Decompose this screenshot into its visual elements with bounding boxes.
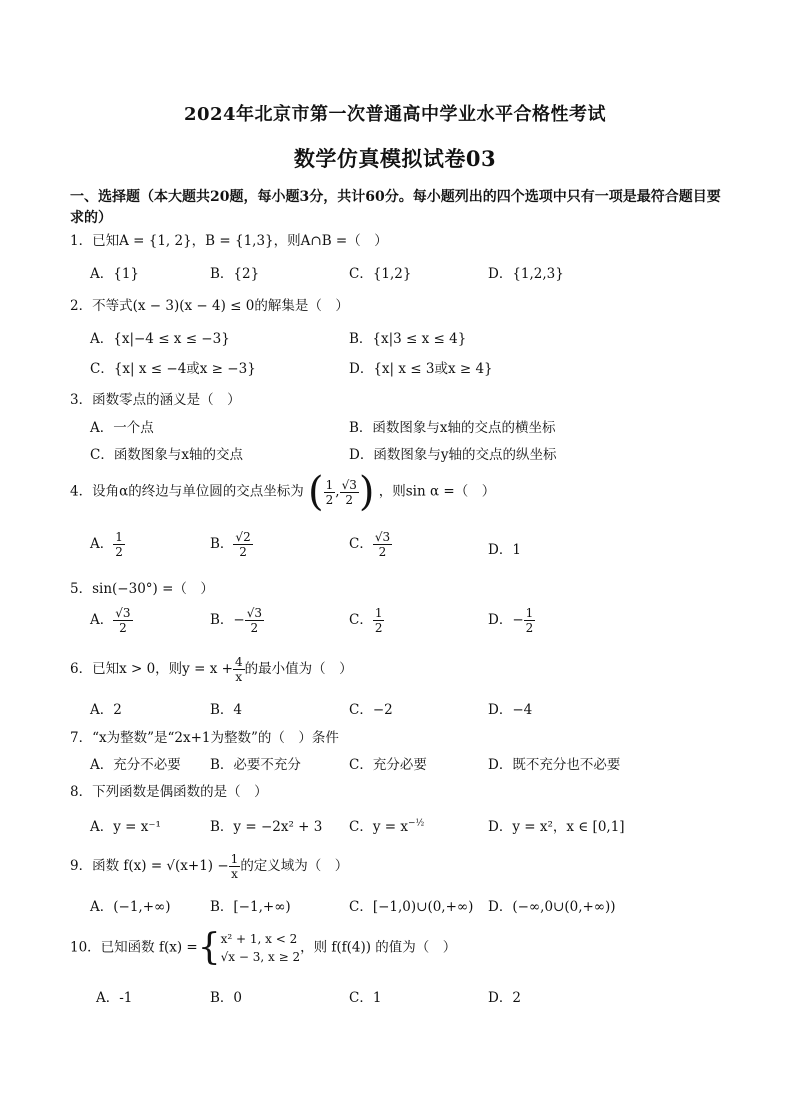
- q10-stem-start: 10．已知函数 f(x) =: [70, 939, 198, 956]
- q9-frac-num: 1: [230, 852, 239, 866]
- q4-b-den: 2: [239, 545, 247, 559]
- q4-paren-open: (: [308, 469, 324, 515]
- q4-b-num: √2: [235, 530, 251, 544]
- question-2-stem: 2．不等式(x − 3)(x − 4) ≤ 0的解集是（ ）: [70, 298, 349, 314]
- q10-piece-1: x² + 1, x < 2: [220, 932, 298, 946]
- q6-frac-num: 4: [234, 655, 243, 669]
- q10-stem-end: ，则 f(f(4)) 的值为（ ）: [300, 939, 457, 956]
- q4-option-a: [90, 530, 125, 559]
- q5-option-b-frac: [245, 606, 264, 635]
- question-8-stem: 8．下列函数是偶函数的是（ ）: [70, 784, 268, 800]
- q9-frac-den: x: [231, 867, 238, 881]
- q1-option-d: D．{1,2,3}: [488, 266, 564, 282]
- q5-option-d: [488, 606, 535, 635]
- q5-option-d-frac: [524, 606, 536, 635]
- q4-point-y: [340, 478, 359, 507]
- q5-a-den: 2: [119, 621, 127, 635]
- q4-option-a-frac: [113, 530, 125, 559]
- q5-option-c-frac: [373, 606, 385, 635]
- question-4-stem: 4．设角α的终边与单位圆的交点坐标为 ( $\frac{1}{2}$ , $\frac{√3}{2}$ ) ，则sin α =（ ）: [70, 469, 496, 515]
- q6-option-b: B．4: [210, 702, 243, 718]
- q1-option-c: C．{1,2}: [349, 266, 412, 282]
- q6-option-c: C．−2: [349, 702, 393, 718]
- q10-piecewise: [221, 930, 300, 966]
- q5-option-d-label: D．−: [488, 612, 524, 628]
- q4-a-num: 1: [115, 530, 123, 544]
- q4-option-d: D．1: [488, 542, 521, 558]
- q9-frac: [229, 852, 241, 881]
- q5-d-num: 1: [525, 606, 534, 620]
- exam-subtitle: 数学仿真模拟试卷03: [293, 146, 497, 171]
- q5-option-a-frac: [113, 606, 132, 635]
- q2-option-d: D．{x| x ≤ 3或x ≥ 4}: [349, 361, 493, 377]
- q9-option-c: C．[−1,0)∪(0,+∞): [349, 899, 474, 915]
- q3-option-d: D．函数图象与y轴的交点的纵坐标: [349, 447, 557, 463]
- q6-option-a: A．2: [90, 702, 122, 718]
- q10-option-d: D．2: [488, 990, 521, 1006]
- q4-option-b-label: B．: [210, 536, 234, 552]
- q5-d-den: 2: [525, 621, 534, 635]
- q9-stem-end: 的定义域为（ ）: [240, 858, 349, 874]
- q8-option-a: A．y = x⁻¹: [90, 819, 161, 835]
- q10-option-b: B．0: [210, 990, 243, 1006]
- question-10-stem: [70, 927, 457, 968]
- q5-a-num: √3: [115, 606, 131, 620]
- section-heading: 一、选择题（本大题共20题，每小题3分，共计60分。每小题列出的四个选项中只有一项是最符合题目要求的）: [70, 189, 721, 226]
- q9-option-b: B．[−1,+∞): [210, 899, 291, 915]
- q4-a-den: 2: [115, 545, 123, 559]
- q7-option-c: C．充分必要: [349, 757, 427, 773]
- q10-piece-2: √x − 3, x ≥ 2: [220, 950, 301, 964]
- q4-c-num: √3: [374, 530, 391, 544]
- q5-option-b: [210, 606, 264, 635]
- q4-c-den: 2: [378, 545, 387, 559]
- q2-option-c: C．{x| x ≤ −4或x ≥ −3}: [90, 361, 256, 377]
- q8-option-c-label: C．y = x: [349, 819, 408, 835]
- q4-point-x-num: 1: [325, 477, 334, 492]
- q8-option-c: [349, 815, 424, 835]
- q6-stem-end: 的最小值为（ ）: [244, 661, 353, 677]
- q5-option-a-label: A．: [90, 612, 114, 628]
- q10-brace: {: [197, 927, 221, 968]
- q4-point-y-den: 2: [345, 492, 354, 507]
- q5-option-b-label: B．−: [210, 612, 245, 628]
- q4-option-c: [349, 530, 392, 559]
- q4-paren-close: ): [358, 469, 375, 515]
- q7-option-d: D．既不充分也不必要: [488, 757, 621, 773]
- q4-point-x-den: 2: [325, 492, 334, 507]
- q4-stem-end: ，则sin α =（ ）: [378, 483, 496, 500]
- q5-c-num: 1: [374, 606, 383, 620]
- q7-option-a: A．充分不必要: [90, 757, 181, 773]
- q4-option-a-label: A．: [90, 536, 114, 552]
- q6-frac-den: x: [235, 670, 243, 684]
- q6-frac: [233, 655, 245, 684]
- q10-option-a: A．-1: [96, 990, 133, 1006]
- q1-option-b: B．{2}: [210, 266, 260, 282]
- q2-option-b: B．{x|3 ≤ x ≤ 4}: [349, 331, 467, 347]
- question-3-stem: 3．函数零点的涵义是（ ）: [70, 392, 241, 408]
- q5-c-den: 2: [374, 621, 383, 635]
- q2-option-a: A．{x|−4 ≤ x ≤ −3}: [90, 331, 230, 347]
- q4-stem-start: 4．设角α的终边与单位圆的交点坐标为: [70, 483, 304, 500]
- q1-option-a: A．{1}: [90, 266, 140, 282]
- q9-option-a: A．(−1,+∞): [90, 899, 171, 915]
- q5-option-c: [349, 606, 384, 635]
- q4-point-x: [324, 478, 336, 507]
- q4-option-c-label: C．: [349, 536, 373, 552]
- question-6-stem: [70, 655, 353, 684]
- q5-option-c-label: C．: [349, 612, 373, 628]
- q5-b-num: √3: [246, 606, 263, 620]
- q4-option-c-frac: [373, 530, 392, 559]
- q8-option-d: D．y = x²，x ∈ [0,1]: [488, 819, 625, 835]
- q4-point-y-num: √3: [341, 477, 357, 492]
- question-7-stem: 7．“x为整数”是“2x+1为整数”的（ ）条件: [70, 730, 339, 746]
- q4-option-b: [210, 530, 253, 559]
- q4-option-b-frac: [233, 530, 252, 559]
- question-5-stem: 5．sin(−30°) =（ ）: [70, 581, 214, 597]
- q3-option-b: B．函数图象与x轴的交点的横坐标: [349, 420, 556, 436]
- q10-option-c: C．1: [349, 990, 382, 1006]
- q5-b-den: 2: [250, 621, 259, 635]
- q8-option-c-exponent: −½: [407, 818, 425, 829]
- q6-option-d: D．−4: [488, 702, 533, 718]
- question-1-stem: 1．已知A = {1, 2}，B = {1,3}，则A∩B =（ ）: [70, 233, 388, 249]
- q6-stem-start: 6．已知x > 0，则y = x +: [70, 661, 233, 677]
- question-9-stem: [70, 852, 348, 881]
- q3-option-a: A．一个点: [90, 420, 154, 436]
- q9-stem-start: 9．函数 f(x) = √(x+1) −: [70, 858, 229, 874]
- q9-option-d: D．(−∞,0∪(0,+∞)): [488, 899, 616, 915]
- q3-option-c: C．函数图象与x轴的交点: [90, 447, 243, 463]
- q8-option-b: B．y = −2x² + 3: [210, 819, 323, 835]
- q5-option-a: [90, 606, 133, 635]
- exam-title: 2024年北京市第一次普通高中学业水平合格性考试: [183, 104, 607, 125]
- q7-option-b: B．必要不充分: [210, 757, 301, 773]
